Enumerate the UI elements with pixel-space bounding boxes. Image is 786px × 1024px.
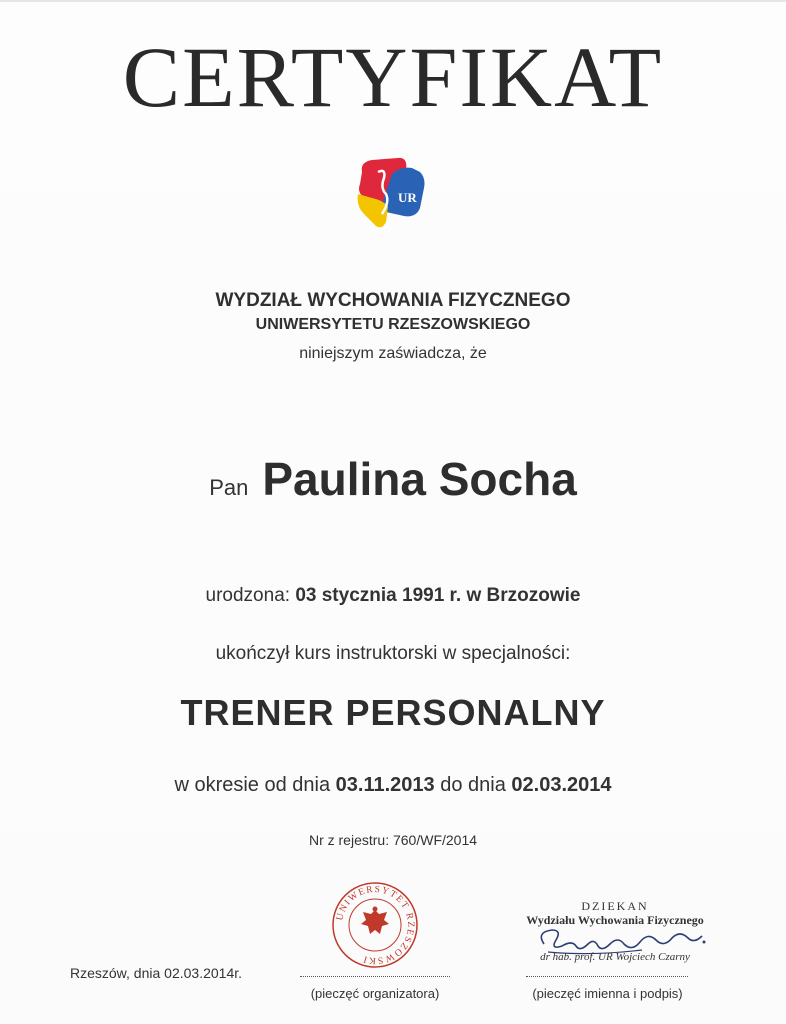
dean-unit: Wydziału Wychowania Fizycznego (526, 913, 704, 927)
organizer-signature-line (300, 976, 450, 977)
university-name: UNIWERSYTETU RZESZOWSKIEGO (255, 316, 531, 333)
seal-text: UNIWERSYTET RZESZOWSKI (335, 884, 416, 966)
birth-line (0, 585, 786, 607)
specialty: TRENER PERSONALNY (180, 692, 606, 733)
university-seal-icon (330, 880, 420, 970)
period-middle: do dnia (440, 774, 506, 796)
certificate-title: CERTYFIKAT (122, 29, 664, 125)
top-edge (0, 0, 786, 2)
completed-text: ukończył kurs instruktorski w specjalności: (215, 643, 571, 664)
period-prefix: w okresie od dnia (174, 774, 331, 796)
period-to: 02.03.2014 (511, 774, 612, 796)
birth-value: 03 stycznia 1991 r. w Brzozowie (295, 585, 581, 606)
faculty-name: WYDZIAŁ WYCHOWANIA FIZYCZNEGO (215, 290, 571, 311)
certifies-text: niniejszym zaświadcza, że (299, 345, 487, 362)
university-logo-icon (350, 154, 430, 234)
registry-number: Nr z rejestru: 760/WF/2014 (308, 832, 478, 848)
organizer-seal-caption: (pieczęć organizatora) (310, 986, 440, 1001)
dean-name: dr hab. prof. UR Wojciech Czarny (540, 951, 690, 963)
recipient-name: Paulina Socha (262, 453, 577, 505)
recipient (0, 452, 786, 506)
dean-caption: (pieczęć imienna i podpis) (532, 986, 683, 1001)
dean-signature-line (526, 976, 688, 977)
recipient-salutation: Pan (209, 475, 249, 500)
dean-title: DZIEKAN (581, 899, 649, 913)
place-date: Rzeszów, dnia 02.03.2014r. (70, 965, 243, 981)
logo-text: UR (398, 190, 417, 205)
period-from: 03.11.2013 (335, 774, 435, 796)
period-line (0, 774, 786, 797)
birth-label: urodzona: (205, 585, 291, 606)
